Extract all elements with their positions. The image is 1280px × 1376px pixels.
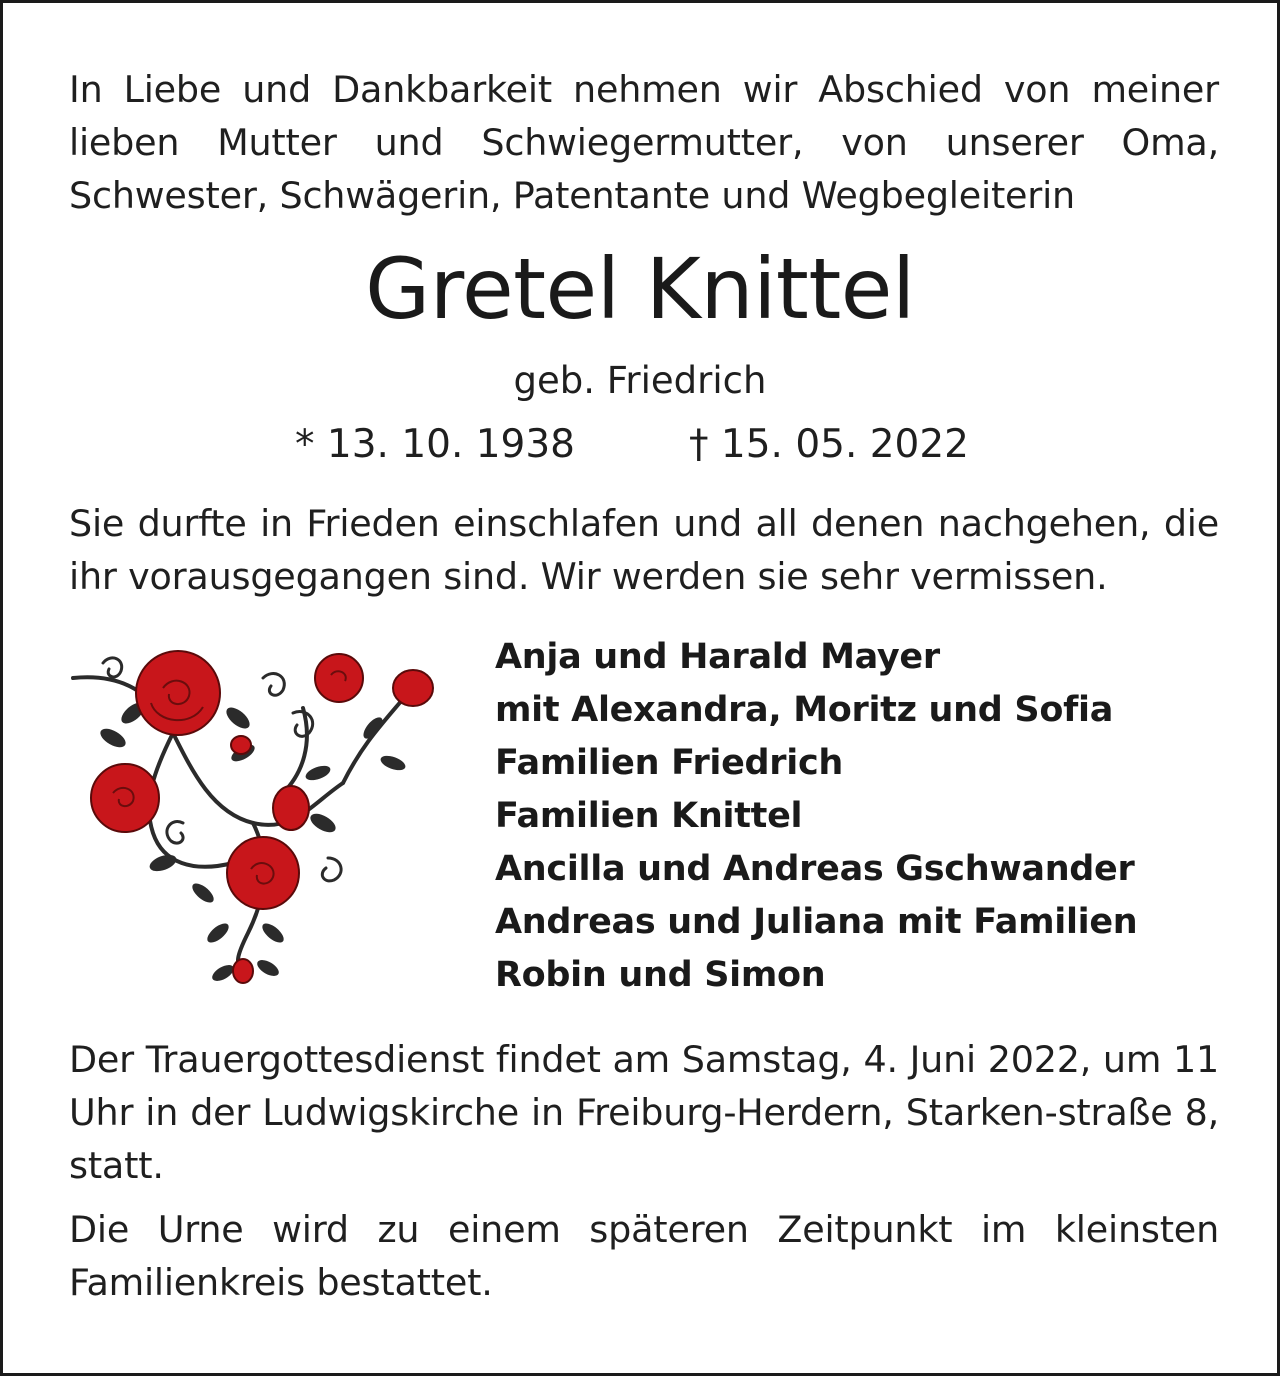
- mourner-line: Ancilla und Andreas Gschwander: [495, 849, 1135, 889]
- rose-ornament-icon: [63, 633, 443, 993]
- rose-ornament-image: [63, 633, 443, 993]
- mourner-line: Familien Knittel: [495, 796, 803, 836]
- service-text: Der Trauergottesdienst findet am Samstag, 4. Juni 2022, um 11 Uhr in der Ludwigskirche in Freiburg-Herdern, Starken-straße 8, statt.: [69, 1038, 1219, 1187]
- born-name: geb. Friedrich: [513, 359, 767, 402]
- mourner-line: Robin und Simon: [495, 955, 826, 995]
- birth-date: * 13. 10. 1938: [295, 422, 575, 467]
- urn-text: Die Urne wird zu einem späteren Zeitpunkt im kleinsten Familienkreis bestattet.: [69, 1208, 1219, 1304]
- deceased-name: Gretel Knittel: [365, 240, 915, 338]
- mourner-line: Anja und Harald Mayer: [495, 637, 940, 677]
- mourner-line: Familien Friedrich: [495, 743, 844, 783]
- mourner-line: mit Alexandra, Moritz und Sofia: [495, 690, 1114, 730]
- mourners-list: [495, 631, 1235, 1002]
- farewell-text: Sie durfte in Frieden einschlafen und all denen nachgehen, die ihr vorausgegangen sind. Wir werden sie sehr vermissen.: [69, 502, 1219, 598]
- mourner-line: Andreas und Juliana mit Familien: [495, 902, 1138, 942]
- intro-text: In Liebe und Dankbarkeit nehmen wir Abschied von meiner lieben Mutter und Schwiegermutter, von unserer Oma, Schwester, Schwägerin, Patentante und Wegbegleiterin: [69, 68, 1219, 217]
- death-date: † 15. 05. 2022: [689, 422, 969, 467]
